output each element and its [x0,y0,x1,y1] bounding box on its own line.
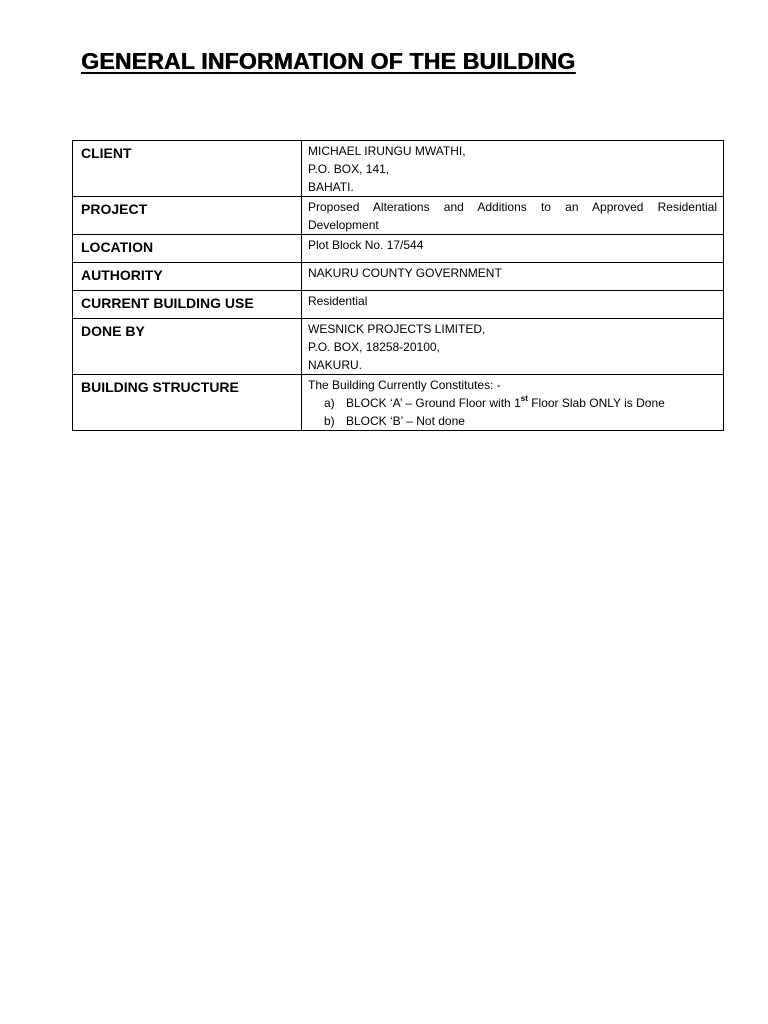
done-by-company: WESNICK PROJECTS LIMITED, [308,322,486,336]
structure-intro: The Building Currently Constitutes: - [308,378,501,392]
page-title: GENERAL INFORMATION OF THE BUILDING [81,48,576,74]
table-row-location [73,235,724,263]
table-row-structure [73,375,724,431]
list-item [324,394,717,412]
structure-list [308,394,717,430]
superscript: st [520,394,528,403]
client-po-box: P.O. BOX, 141, [308,162,390,176]
list-marker: b) [324,414,335,428]
client-name: MICHAEL IRUNGU MWATHI, [308,144,466,158]
table-row-use [73,291,724,319]
structure-label: BUILDING STRUCTURE [73,375,302,431]
client-label: CLIENT [73,141,302,197]
project-value [302,197,724,235]
use-text: Residential [308,294,368,308]
done-by-town: NAKURU. [308,358,363,372]
table-row-client [73,141,724,197]
authority-label: AUTHORITY [73,263,302,291]
location-label: LOCATION [73,235,302,263]
project-line-1: Proposed Alterations and Additions to an Approved Residential [308,200,717,214]
location-text: Plot Block No. 17/544 [308,238,424,252]
list-marker: a) [324,396,335,410]
project-label: PROJECT [73,197,302,235]
done-by-po-box: P.O. BOX, 18258-20100, [308,340,440,354]
table-row-done-by [73,319,724,375]
authority-text: NAKURU COUNTY GOVERNMENT [308,266,502,280]
block-a-text: BLOCK ‘A’ – Ground Floor with 1 [346,396,521,410]
client-town: BAHATI. [308,180,354,194]
building-info-table [72,140,724,431]
authority-value [302,263,724,291]
block-a-text-end: Floor Slab ONLY is Done [527,396,665,410]
use-label: CURRENT BUILDING USE [73,291,302,319]
done-by-value [302,319,724,375]
list-item [324,412,717,430]
client-value [302,141,724,197]
structure-value [302,375,724,431]
done-by-label: DONE BY [73,319,302,375]
table-row-project [73,197,724,235]
project-line-2: Development [308,218,379,232]
location-value [302,235,724,263]
use-value [302,291,724,319]
table-row-authority [73,263,724,291]
block-b-text: BLOCK ‘B’ – Not done [346,414,465,428]
